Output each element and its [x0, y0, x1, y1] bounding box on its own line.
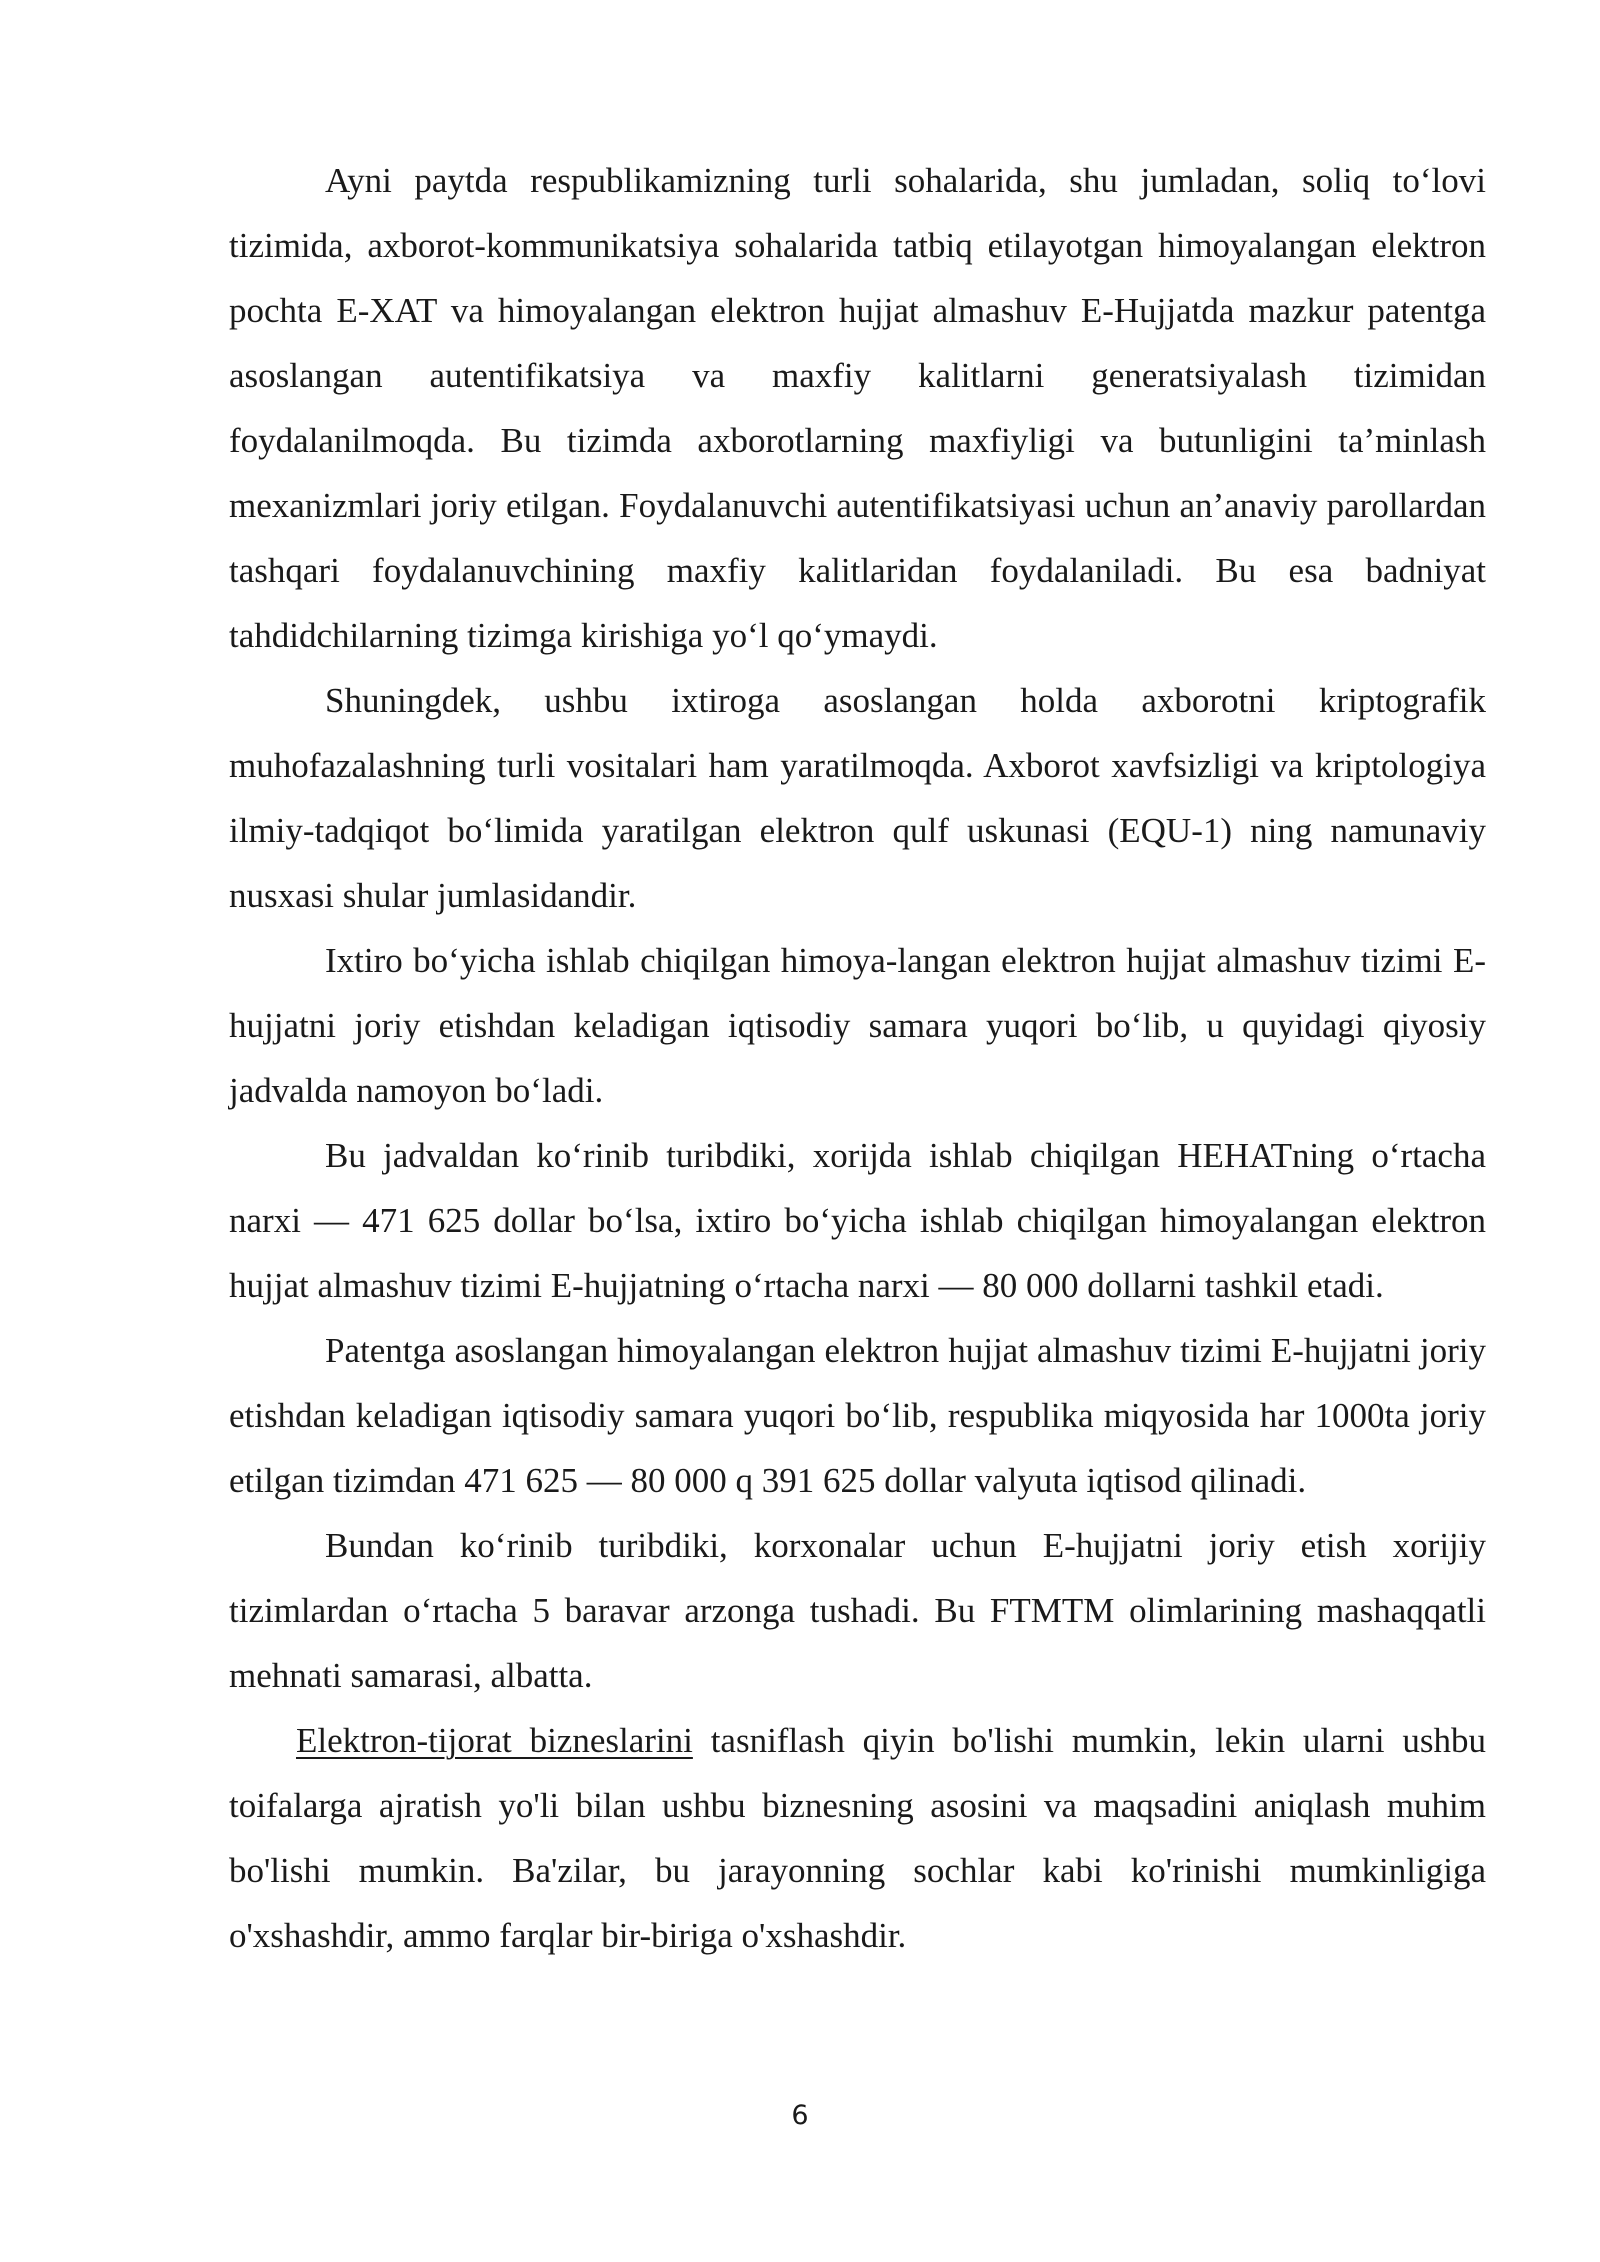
- page-number: 6: [791, 2100, 809, 2131]
- paragraph-equ-1: Shuningdek, ushbu ixtiroga asoslangan holda axborotni kriptografik muhofazalashning turli vositalari ham yaratilmoqda. Axborot xavfsizligi va kriptologiya ilmiy-tadqiqot bo‘limida yaratilgan elektron qulf uskunasi (EQU-1) ning namunaviy nusxasi shular jumlasidandir.: [229, 681, 1486, 915]
- paragraph-e-xat: Ayni paytda respublikamizning turli sohalarida, shu jumladan, soliq to‘lovi tizimida, axborot-kommunikatsiya sohalarida tatbiq etilayotgan himoyalangan elektron pochta E-XAT va himoyalangan elektron hujjat almashuv E-Hujjatda mazkur patentga asoslangan autentifikatsiya va maxfiy kalitlarni generatsiyalash tizimidan foydalanilmoqda. Bu tizimda axborotlarning maxfiyligi va butunligini ta’minlash mexanizmlari joriy etilgan. Foydalanuvchi autentifikatsiyasi uchun an’anaviy parollardan tashqari foydalanuvchining maxfiy kalitlaridan foydalaniladi. Bu esa badniyat tahdidchilarning tizimga kirishiga yo‘l qo‘ymaydi.: [229, 161, 1486, 655]
- paragraph-economic-effect: Patentga asoslangan himoyalangan elektron hujjat almashuv tizimi E-hujjatni joriy etishdan keladigan iqtisodiy samara yuqori bo‘lib, respublika miqyosida har 1000ta joriy etilgan tizimdan 471 625 — 80 000 q 391 625 dollar valyuta iqtisod qilinadi.: [229, 1331, 1486, 1500]
- document-page: [229, 148, 1486, 1968]
- e-commerce-paragraph-text: tasniflash qiyin bo'lishi mumkin, lekin ularni ushbu toifalarga ajratish yo'li bilan ushbu biznesning asosini va maqsadini aniqlash muhim bo'lishi mumkin. Ba'zilar, bu jarayonning sochlar kabi ko'rinishi mumkinligiga o'xshashdir, ammo farqlar bir-biriga o'xshashdir.: [229, 1721, 1486, 1955]
- paragraph-price-comparison: Bu jadvaldan ko‘rinib turibdiki, xorijda ishlab chiqilgan HEHATning o‘rtacha narxi — 471 625 dollar bo‘lsa, ixtiro bo‘yicha ishlab chiqilgan himoyalangan elektron hujjat almashuv tizimi E-hujjatning o‘rtacha narxi — 80 000 dollarni tashkil etadi.: [229, 1136, 1486, 1305]
- paragraph-e-commerce: [229, 1708, 1486, 1968]
- paragraph-five-times-cheaper: Bundan ko‘rinib turibdiki, korxonalar uchun E-hujjatni joriy etish xorijiy tizimlardan o‘rtacha 5 baravar arzonga tushadi. Bu FTMTM olimlarining mashaqqatli mehnati samarasi, albatta.: [229, 1526, 1486, 1695]
- e-commerce-link[interactable]: Elektron-tijorat bizneslarini: [296, 1721, 693, 1760]
- paragraph-invention-e-hujjat: Ixtiro bo‘yicha ishlab chiqilgan himoya-langan elektron hujjat almashuv tizimi E-hujjatni joriy etishdan keladigan iqtisodiy samara yuqori bo‘lib, u quyidagi qiyosiy jadvalda namoyon bo‘ladi.: [229, 941, 1486, 1110]
